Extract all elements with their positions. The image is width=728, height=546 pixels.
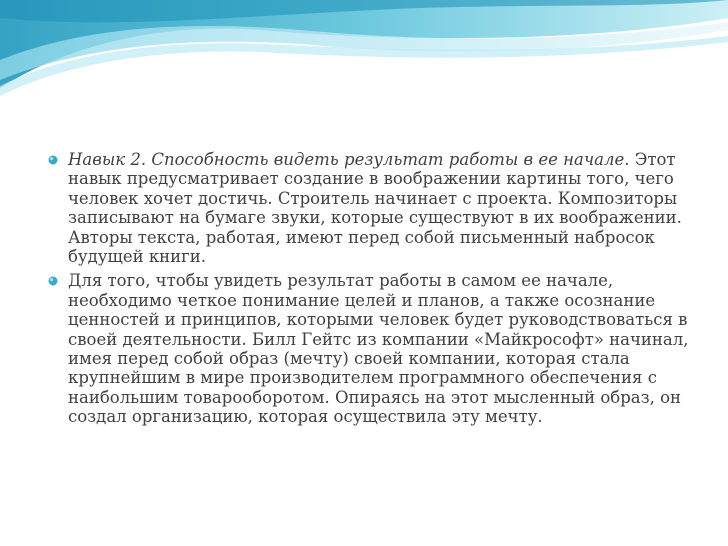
bullet-body-1: Этот навык предусматривает создание в воображении картины того, чего человек хочет достичь. Строитель начинает с проекта. Композиторы записывают на бумаге звуки, которые существуют в их воображении. Авторы текста, работая, имеют перед собой письменный набросок будущей книги. <box>68 150 682 267</box>
bullet-body-2: Для того, чтобы увидеть результат работы в самом ее начале, необходимо четкое понимание целей и планов, а также осознание ценностей и принципов, которыми человек будет руководствоваться в своей деятельности. Билл Гейтс из компании «Майкрософт» начинал, имея перед собой образ (мечту) своей компании, которая стала крупнейшим в мире производителем программного обеспечения с наибольшим товарооборотом. Опираясь на этот мысленный образ, он создал организацию, которая осуществила эту мечту. <box>68 271 689 427</box>
slide-body <box>48 150 698 432</box>
bullet-item-1 <box>48 150 698 266</box>
bullet-item-2 <box>48 271 698 426</box>
bullet-text-1 <box>68 150 698 266</box>
bullet-text-2 <box>68 271 698 426</box>
bullet-lead-1: Навык 2. Способность видеть результат работы в ее начале. <box>68 150 630 169</box>
bullet-circle-icon <box>48 155 58 165</box>
wave-header-decoration <box>0 0 728 110</box>
bullet-circle-icon <box>48 276 58 286</box>
